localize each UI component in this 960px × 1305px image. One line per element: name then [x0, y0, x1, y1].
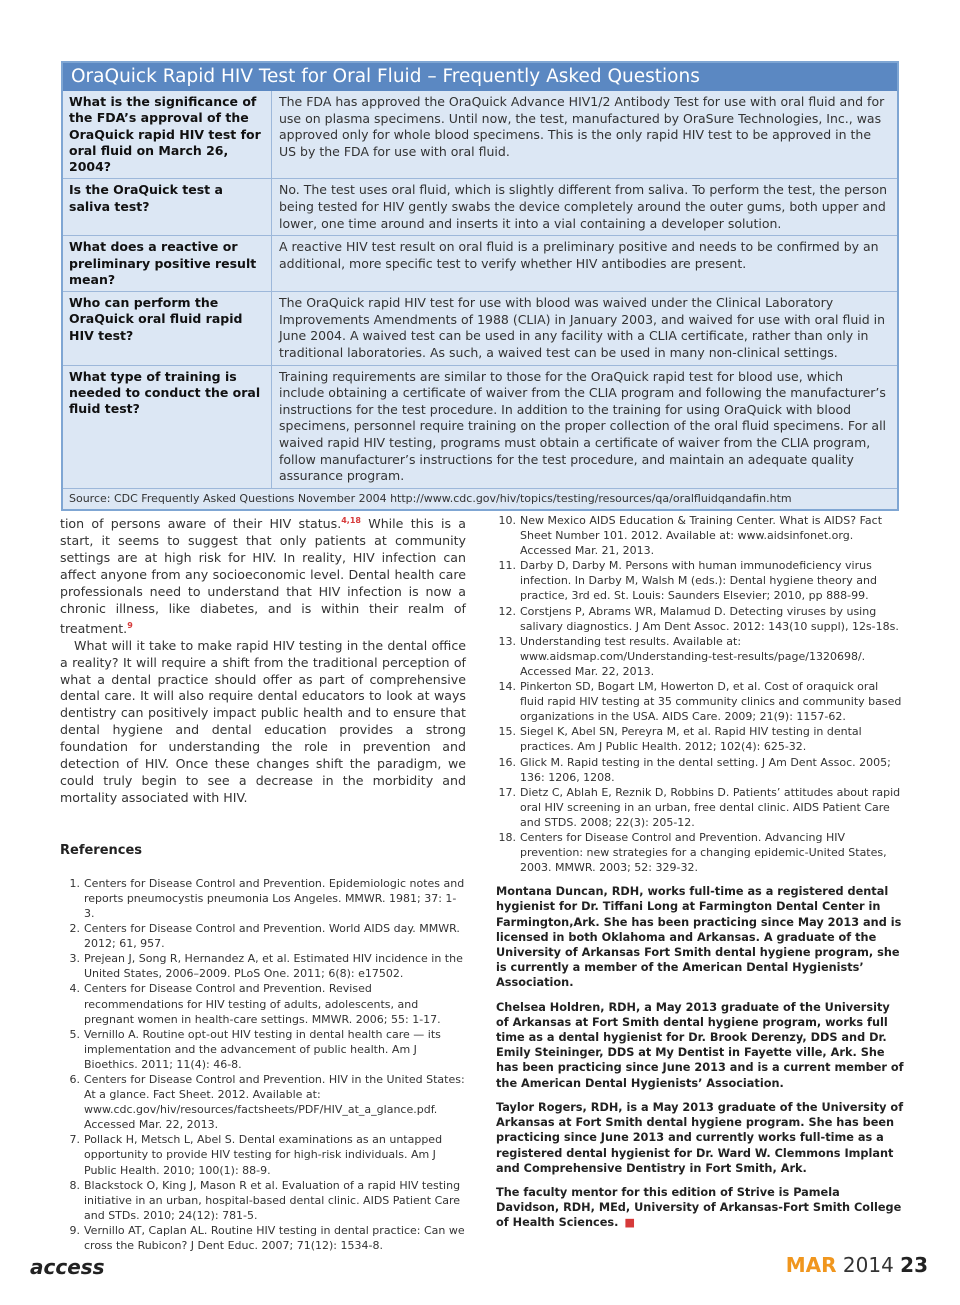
references-list-left: [60, 876, 466, 1253]
reference-text: Vernillo AT, Caplan AL. Routine HIV testing in dental practice: Can we cross the Rubicon? J Dent Educ. 2007; 71(12): 1534-8.: [84, 1223, 465, 1253]
page-number: 23: [900, 1253, 928, 1277]
author-bios: [496, 884, 904, 1230]
author-bio: [496, 1100, 904, 1176]
left-column: [60, 513, 466, 1253]
reference-text: Centers for Disease Control and Prevention. HIV in the United States: At a glance. Fact Sheet. 2012. Available at: www.cdc.gov/hiv/resources/factsheets/PDF/HIV_at_a_glance.pdf. Accessed Mar. 22, 2013.: [84, 1073, 465, 1132]
reference-number: 10.: [498, 514, 516, 527]
reference-number: 17.: [498, 785, 516, 799]
reference-text: Centers for Disease Control and Prevention. Epidemiologic notes and reports pneumocystis pneumonia Los Angeles. MMWR. 1981; 37: 1-3.: [84, 876, 465, 920]
reference-text: Pinkerton SD, Bogart LM, Howerton D, et al. Cost of oraquick oral fluid rapid HIV testing at 35 community clinics and community based organizations in the USA. AIDS Care. 2009; 21(9): 1157-62.: [520, 680, 902, 724]
reference-text: Glick M. Rapid testing in the dental setting. J Am Dent Assoc. 2005; 136: 1206, 1208.: [520, 755, 891, 784]
bio-text: The faculty mentor for this edition of Strive is Pamela Davidson, RDH, MEd, University of Arkansas-Fort Smith College of Health Sciences.: [496, 1185, 902, 1230]
reference-item: [60, 876, 466, 921]
reference-number: 15.: [498, 725, 516, 739]
reference-item: [496, 755, 904, 785]
faq-table: [61, 61, 899, 511]
references-list-right: [496, 513, 904, 875]
reference-number: 3.: [69, 952, 80, 966]
faq-question: Is the OraQuick test a saliva test?: [63, 179, 272, 235]
faq-answer: A reactive HIV test result on oral fluid is a preliminary positive and needs to be confirmed by an additional, more specific test to verify whether HIV antibodies are present.: [279, 239, 879, 271]
paragraph-text: tion of persons aware of their HIV status.: [60, 516, 342, 532]
article-paragraph-2: What will it take to make rapid HIV testing in the dental office a reality? It will require a shift from the traditional perception of what a dental practice should offer as part of comprehensive dental care. It will also require dental educators to look at ways dentistry can positively impact public health and to ensure that dental hygiene and dental education provides a strong foundation for understanding the role in prevention and detection of HIV. Once these changes shift the paradigm, we could truly begin to see a decrease in the morbidity and mortality associated with HIV.: [60, 637, 466, 805]
reference-item: [496, 830, 904, 875]
reference-number: 9.: [69, 1223, 80, 1237]
author-bio: [496, 884, 904, 990]
faq-answer: Training requirements are similar to those for the OraQuick rapid test for blood use, which include obtaining a certificate of waiver from the CLIA program and following the manufacturer’s instructions for the test procedure. In addition to the training for using OraQuick with blood specimens, personnel require training on the proper collection of the oral fluid specimens. For all waived rapid HIV testing, programs must obtain a certificate of waiver from the CLIA program, follow manufacturer’s instructions for the test procedure, and maintain an adequate quality assurance program.: [279, 368, 887, 484]
reference-number: 7.: [69, 1133, 80, 1147]
reference-item: [60, 1072, 466, 1132]
reference-number: 12.: [498, 604, 516, 618]
author-bio: [496, 1000, 904, 1091]
reference-text: Dietz C, Ablah E, Reznik D, Robbins D. Patients’ attitudes about rapid oral HIV screening in an urban, free dental clinic. AIDS Patient Care and STDS. 2008; 22(3): 205-12.: [520, 785, 901, 829]
reference-text: Corstjens P, Abrams WR, Malamud D. Detecting viruses by using salivary diagnostics. J Am Dent Assoc. 2012: 143(10 suppl), 12s-18s.: [520, 604, 899, 633]
reference-item: [60, 1027, 466, 1072]
reference-text: New Mexico AIDS Education & Training Center. What is AIDS? Fact Sheet Number 101. 2012. Available at: www.aidsinfonet.org. Accessed Mar. 21, 2013.: [520, 514, 883, 558]
issue-month: MAR: [785, 1253, 837, 1277]
bio-text: Montana Duncan, RDH, works full-time as a registered dental hygienist for Dr. Tiffani Long at Farmington Dental Center in Farmington,Ark. She has been practicing since May 2013 and is licensed in both Oklahoma and Arkansas. A graduate of the University of Arkansas Fort Smith dental hygiene program, she is currently a member of the American Dental Hygienists’ Association.: [496, 885, 902, 990]
reference-text: Darby D, Darby M. Persons with human immunodeficiency virus infection. In Darby M, Walsh M (eds.): Dental hygiene theory and practice, 3rd ed. St. Louis: Saunders Elsevier; 2010, pp 888-99.: [520, 559, 877, 603]
author-bio: [496, 1185, 904, 1231]
reference-text: Centers for Disease Control and Prevention. Advancing HIV prevention: new strategies for a changing epidemic-United States, 2003. MMWR. 2003; 52: 329-32.: [520, 830, 887, 875]
reference-item: [496, 558, 904, 603]
faq-rows: [63, 91, 897, 488]
reference-text: Prejean J, Song R, Hernandez A, et al. Estimated HIV incidence in the United States, 2006–2009. PLoS One. 2011; 6(8): e17502.: [84, 952, 463, 981]
paragraph-text: While this is a start, it seems to suggest that only patients at community settings are at high risk for HIV. In reality, HIV infection can affect anyone from any socioeconomic level. Dental health care professionals need to understand that HIV infection is now a chronic illness, like diabetes, and is within their realm of treatment.: [60, 516, 466, 636]
reference-item: [496, 634, 904, 679]
faq-row: [63, 178, 897, 235]
faq-question: Who can perform the OraQuick oral fluid rapid HIV test?: [63, 292, 272, 364]
faq-question: What does a reactive or preliminary positive result mean?: [63, 236, 272, 291]
reference-number: 18.: [498, 830, 516, 844]
reference-number: 5.: [69, 1027, 80, 1041]
article-paragraph-1: [60, 513, 466, 638]
publication-name: access: [30, 1255, 105, 1279]
bio-text: Chelsea Holdren, RDH, a May 2013 graduate of the University of Arkansas at Fort Smith dental hygiene program, works full time as a dental hygienist for Dr. Brook Derenzy, DDS and Dr. Emily Steininger, DDS at My Dentist in Fayette ville, Ark. She has been practicing since June 2013 and is a current member of the American Dental Hygienists’ Association.: [496, 1000, 904, 1090]
bio-text: Taylor Rogers, RDH, is a May 2013 graduate of the University of Arkansas at Fort Smith dental hygiene program. She has been practicing since June 2013 and currently works full-time as a registered dental hygienist for Dr. Ward W. Clemmons Implant and Comprehensive Dentistry in Fort Smith, Ark.: [496, 1100, 904, 1175]
reference-number: 6.: [69, 1073, 80, 1086]
reference-number: 11.: [498, 559, 516, 573]
reference-item: [60, 981, 466, 1026]
reference-number: 4.: [69, 982, 80, 996]
faq-row: [63, 365, 897, 488]
reference-number: 16.: [498, 755, 516, 769]
reference-number: 8.: [69, 1178, 80, 1192]
issue-info: [786, 1253, 928, 1277]
citation-superscript: 9: [127, 620, 133, 630]
reference-item: [60, 1132, 466, 1177]
right-column: [496, 513, 904, 1240]
faq-row: [63, 291, 897, 364]
faq-answer: The OraQuick rapid HIV test for use with blood was waived under the Clinical Laboratory Improvements Amendments of 1988 (CLIA) in January 2003, and waived for use with oral fluid in June 2004. A waived test can be used in any facility with a CLIA certificate, rather than only in traditional laboratories. As such, a waived test can be used in many non-clinical settings.: [279, 295, 886, 360]
end-of-article-icon: ■: [624, 1216, 636, 1230]
reference-number: 14.: [498, 680, 516, 694]
references-heading: References: [60, 842, 143, 858]
reference-text: Siegel K, Abel SN, Pereyra M, et al. Rapid HIV testing in dental practices. Am J Public Health. 2012; 102(4): 625-32.: [520, 725, 862, 754]
faq-source: Source: CDC Frequently Asked Questions November 2004 http://www.cdc.gov/hiv/topics/testing/resources/qa/oralfluidqandafin.htm: [63, 488, 897, 509]
reference-text: Vernillo A. Routine opt-out HIV testing in dental health care — its implementation and the advancement of public health. Am J Bioethics. 2011; 11(4): 46-8.: [84, 1027, 441, 1071]
reference-item: [60, 1223, 466, 1253]
reference-text: Blackstock O, King J, Mason R et al. Evaluation of a rapid HIV testing initiative in an urban, hospital-based dental clinic. AIDS Patient Care and STDs. 2010; 24(12): 781-5.: [84, 1178, 461, 1222]
faq-answer: No. The test uses oral fluid, which is slightly different from saliva. To perform the test, the person being tested for HIV gently swabs the device completely around the outer gums, both upper and lower, one time around and inserts it into a vial containing a developer solution.: [279, 182, 888, 231]
reference-item: [496, 785, 904, 830]
faq-title: OraQuick Rapid HIV Test for Oral Fluid – Frequently Asked Questions: [63, 63, 897, 91]
reference-text: Pollack H, Metsch L, Abel S. Dental examinations as an untapped opportunity to provide HIV testing for high-risk individuals. Am J Public Health. 2010; 100(1): 88-9.: [84, 1133, 443, 1177]
issue-year: 2014: [842, 1253, 894, 1277]
reference-number: 13.: [498, 634, 516, 648]
reference-item: [496, 679, 904, 724]
faq-row: [63, 235, 897, 291]
citation-superscript: 4,18: [341, 516, 361, 525]
reference-item: [60, 1178, 466, 1223]
reference-text: Centers for Disease Control and Prevention. World AIDS day. MMWR. 2012; 61, 957.: [84, 922, 460, 951]
reference-item: [60, 951, 466, 981]
faq-row: [63, 91, 897, 178]
reference-item: [60, 921, 466, 951]
faq-question: What is the significance of the FDA’s approval of the OraQuick rapid HIV test for oral fluid on March 26, 2004?: [63, 91, 272, 178]
reference-item: [496, 513, 904, 558]
reference-text: Understanding test results. Available at: www.aidsmap.com/Understanding-test-results/page/1320698/. Accessed Mar. 22, 2013.: [520, 634, 866, 678]
reference-item: [496, 724, 904, 754]
faq-answer: The FDA has approved the OraQuick Advance HIV1/2 Antibody Test for use with oral fluid and for use on plasma specimens. Until now, the test, manufactured by OraSure Technologies, Inc., was approved only for whole blood specimens. This is the only rapid HIV test to be approved in the US by the FDA for use with oral fluid.: [279, 94, 885, 159]
reference-text: Centers for Disease Control and Prevention. Revised recommendations for HIV testing of adults, adolescents, and pregnant women in health-care settings. MMWR. 2006; 55: 1-17.: [84, 982, 441, 1026]
reference-item: [496, 604, 904, 634]
faq-question: What type of training is needed to conduct the oral fluid test?: [63, 366, 272, 488]
reference-number: 1.: [69, 876, 80, 890]
reference-number: 2.: [69, 922, 80, 936]
